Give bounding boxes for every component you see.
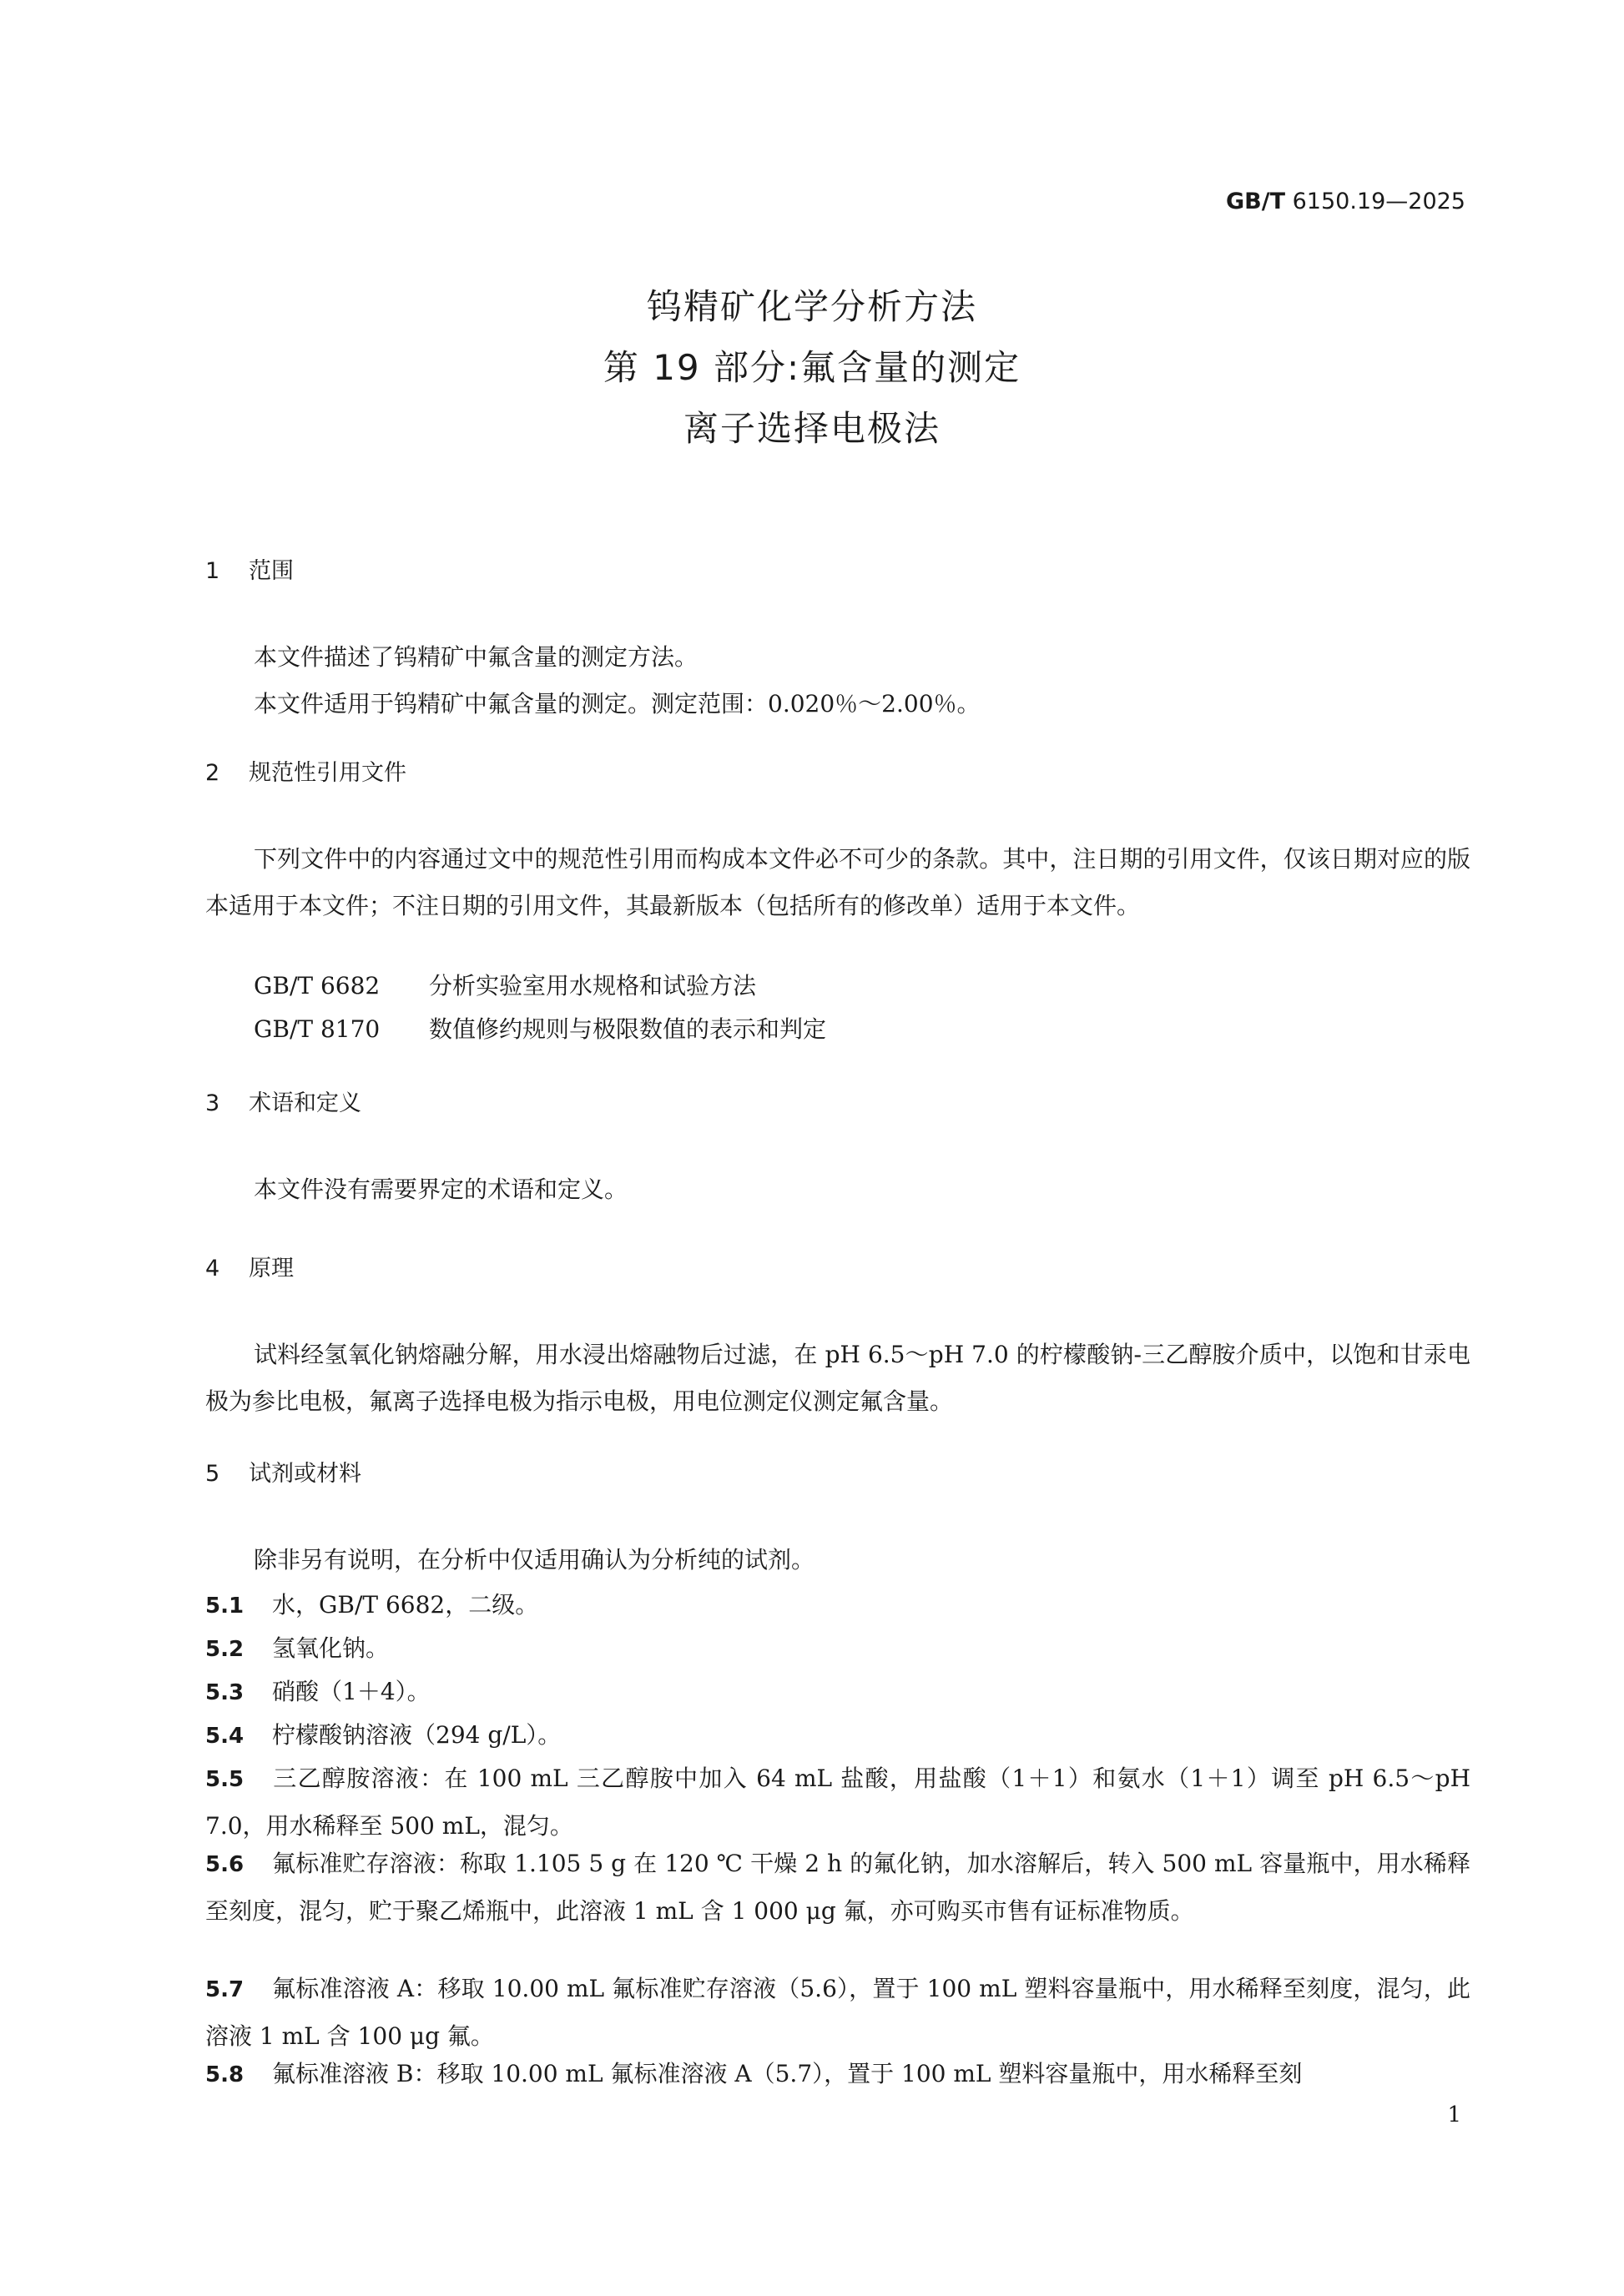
item-number: 5.8 [205,2062,245,2087]
paragraph: 下列文件中的内容通过文中的规范性引用而构成本文件必不可少的条款。其中，注日期的引用文件，仅该日期对应的版本适用于本文件；不注日期的引用文件，其最新版本（包括所有的修改单）适用于本文件。 [205,845,1470,919]
paragraph: 本文件适用于钨精矿中氟含量的测定。测定范围：0.020％～2.00％。 [254,690,981,718]
page-number: 1 [1447,2102,1461,2127]
item-text: 氟标准贮存溶液：称取 1.105 5 g 在 120 ℃ 干燥 2 h 的氟化钠，加水溶解后，转入 500 mL 容量瓶中，用水稀释至刻度，混匀，贮于聚乙烯瓶中，此溶液 1 mL 含 1 000 μg 氟，亦可购买市售有证标准物质。 [205,1850,1470,1925]
section-title: 范围 [249,558,294,584]
item-number: 5.4 [205,1724,245,1749]
list-item [205,1582,1470,1629]
document-title-line2: 第 19 部分:氟含量的测定 [603,347,1021,388]
item-text: 氟标准溶液 A：移取 10.00 mL 氟标准贮存溶液（5.6），置于 100 mL 塑料容量瓶中，用水稀释至刻度，混匀，此溶液 1 mL 含 100 μg 氟。 [205,1975,1470,2050]
section-title: 术语和定义 [249,1090,361,1116]
paragraph: 本文件描述了钨精矿中氟含量的测定方法。 [254,643,699,671]
item-number: 5.6 [205,1852,245,1877]
section-number: 2 [205,760,220,786]
reference-code: GB/T 8170 [254,1015,381,1043]
section-heading-2 [205,759,406,788]
standard-prefix: GB/T [1226,189,1286,214]
list-item [205,1669,1470,1716]
item-text: 氢氧化钠。 [272,1634,390,1662]
item-number: 5.1 [205,1594,245,1619]
section-number: 1 [205,558,220,584]
section-heading-4 [205,1255,294,1283]
list-item [205,1712,1470,1760]
normative-reference [254,963,756,1010]
document-title-line1: 钨精矿化学分析方法 [646,286,977,327]
item-text: 硝酸（1＋4）。 [272,1678,431,1705]
standard-number [1226,189,1465,214]
section-heading-5 [205,1460,361,1488]
section-title: 原理 [249,1256,294,1281]
list-item [205,1755,1470,1850]
section-number: 4 [205,1256,220,1281]
list-item [205,1625,1470,1673]
reference-title: 分析实验室用水规格和试验方法 [429,972,757,999]
list-item [205,2051,1440,2098]
section-number: 5 [205,1461,220,1487]
section-number: 3 [205,1090,220,1116]
list-item [205,1840,1470,1935]
standard-code: 6150.19—2025 [1292,189,1465,214]
item-text: 三乙醇胺溶液：在 100 mL 三乙醇胺中加入 64 mL 盐酸，用盐酸（1＋1）和氨水（1＋1）调至 pH 6.5～pH 7.0，用水稀释至 500 mL，混匀。 [205,1765,1470,1840]
section-heading-1 [205,557,294,586]
item-number: 5.5 [205,1767,245,1792]
paragraph: 除非另有说明，在分析中仅适用确认为分析纯的试剂。 [254,1546,815,1573]
paragraph: 本文件没有需要界定的术语和定义。 [254,1176,628,1203]
document-title-line3: 离子选择电极法 [683,408,941,449]
section-heading-3 [205,1090,361,1118]
section-title: 试剂或材料 [249,1461,361,1487]
item-text: 柠檬酸钠溶液（294 g/L）。 [272,1721,562,1749]
item-number: 5.3 [205,1680,245,1705]
item-text: 水，GB/T 6682，二级。 [272,1591,539,1619]
section-title: 规范性引用文件 [249,760,406,786]
reference-code: GB/T 6682 [254,972,381,999]
item-text: 氟标准溶液 B：移取 10.00 mL 氟标准溶液 A（5.7），置于 100 mL 塑料容量瓶中，用水稀释至刻 [272,2060,1303,2087]
item-number: 5.7 [205,1977,245,2002]
paragraph: 试料经氢氧化钠熔融分解，用水浸出熔融物后过滤，在 pH 6.5～pH 7.0 的柠檬酸钠-三乙醇胺介质中，以饱和甘汞电极为参比电极，氟离子选择电极为指示电极，用电位测定仪测定氟含量。 [205,1341,1470,1415]
item-number: 5.2 [205,1637,245,1662]
normative-reference [254,1006,826,1053]
list-item [205,1966,1470,2060]
reference-title: 数值修约规则与极限数值的表示和判定 [429,1015,827,1043]
